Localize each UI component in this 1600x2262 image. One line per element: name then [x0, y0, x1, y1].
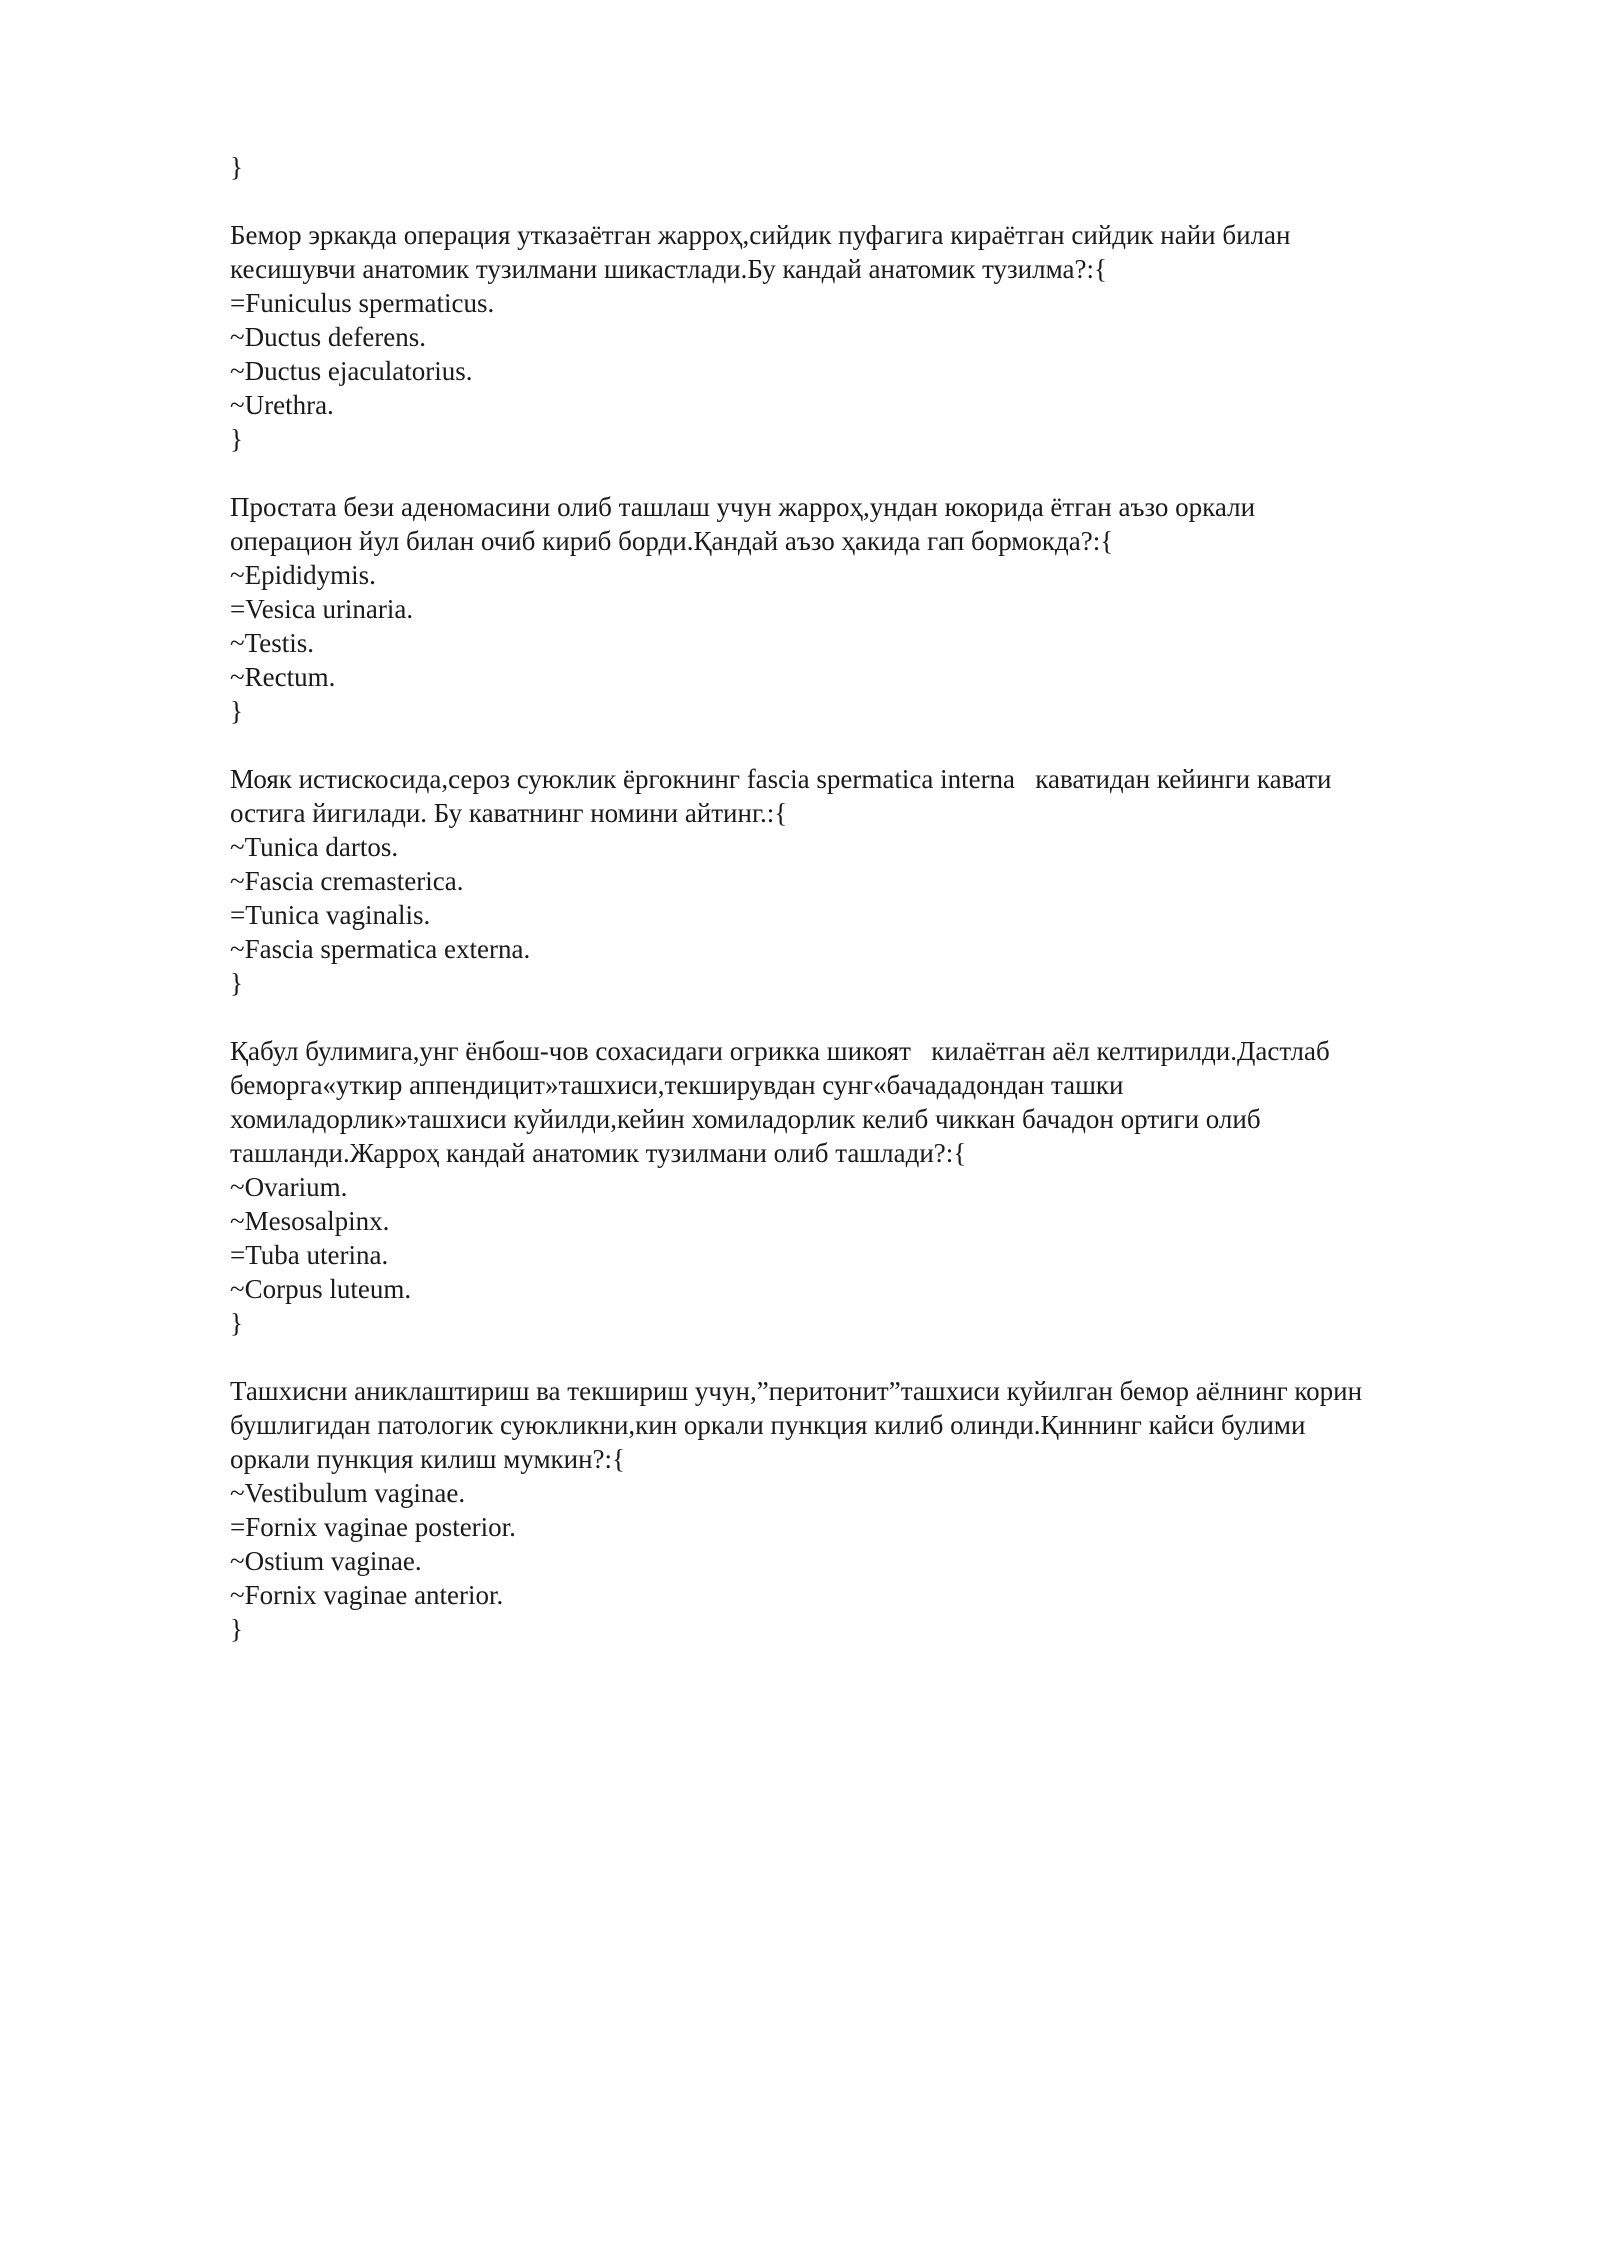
closing-brace: }: [230, 1614, 243, 1644]
answer-option: ~Rectum.: [230, 662, 336, 692]
answer-option: ~Fornix vaginae anterior.: [230, 1580, 504, 1610]
document-content: [230, 150, 1530, 1646]
correct-answer-option: =Tunica vaginalis.: [230, 900, 431, 930]
question-text-line: хомиладорлик»ташхиси куйилди,кейин хомиладорлик келиб чиккан бачадон ортиги олиб: [230, 1104, 1261, 1134]
question-text-line: Простата бези аденомасини олиб ташлаш учун жарроҳ,ундан юкорида ётган аъзо оркали: [230, 492, 1256, 522]
closing-brace: }: [230, 152, 243, 182]
question-text-line: оркали пункция килиш мумкин?:{: [230, 1444, 625, 1474]
closing-brace: }: [230, 424, 243, 454]
answer-option: ~Corpus luteum.: [230, 1274, 412, 1304]
correct-answer-option: =Funiculus spermaticus.: [230, 288, 495, 318]
question-text-line: Мояк истискосида,сероз суюклик ёргокнинг fascia spermatica interna каватидан кейинги кавати: [230, 764, 1332, 794]
answer-option: ~Testis.: [230, 628, 314, 658]
closing-brace: }: [230, 696, 243, 726]
answer-option: ~Tunica dartos.: [230, 832, 399, 862]
closing-brace: }: [230, 1308, 243, 1338]
question-text-line: кесишувчи анатомик тузилмани шикастлади.Бу кандай анатомик тузилма?:{: [230, 254, 1107, 284]
question-text-line: Бемор эркакда операция утказаётган жарроҳ,сийдик пуфагига кираётган сийдик найи билан: [230, 220, 1291, 250]
answer-option: ~Fascia cremasterica.: [230, 866, 464, 896]
question-text-line: Қабул булимига,унг ёнбош-чов сохасидаги огрикка шикоят килаётган аёл келтирилди.Дастлаб: [230, 1036, 1330, 1066]
question-list: [230, 218, 1530, 1646]
correct-answer-option: =Fornix vaginae posterior.: [230, 1512, 516, 1542]
answer-option: ~Ovarium.: [230, 1172, 348, 1202]
correct-answer-option: =Tuba uterina.: [230, 1240, 389, 1270]
question-block: [230, 762, 1530, 1000]
question-text-line: беморга«уткир аппендицит»ташхиси,текширувдан сунг«бачададондан ташки: [230, 1070, 1124, 1100]
question-block: [230, 490, 1530, 728]
question-text-line: Ташхисни аниклаштириш ва текшириш учун,”перитонит”ташхиси куйилган бемор аёлнинг корин: [230, 1376, 1363, 1406]
question-block: [230, 1034, 1530, 1340]
answer-option: ~Urethra.: [230, 390, 334, 420]
correct-answer-option: =Vesica urinaria.: [230, 594, 414, 624]
answer-option: ~Ductus ejaculatorius.: [230, 356, 473, 386]
question-block: [230, 1374, 1530, 1646]
answer-option: ~Ductus deferens.: [230, 322, 427, 352]
answer-option: ~Vestibulum vaginae.: [230, 1478, 466, 1508]
answer-option: ~Fascia spermatica externa.: [230, 934, 531, 964]
answer-option: ~Ostium vaginae.: [230, 1546, 422, 1576]
question-text-line: ташланди.Жарроҳ кандай анатомик тузилмани олиб ташлади?:{: [230, 1138, 967, 1168]
question-text-line: остига йигилади. Бу каватнинг номини айтинг.:{: [230, 798, 788, 828]
question-text-line: операцион йул билан очиб кириб борди.Қандай аъзо ҳакида гап бормокда?:{: [230, 526, 1114, 556]
answer-option: ~Epididymis.: [230, 560, 376, 590]
closing-brace: }: [230, 968, 243, 998]
answer-option: ~Mesosalpinx.: [230, 1206, 390, 1236]
question-text-line: бушлигидан патологик суюкликни,кин оркали пункция килиб олинди.Қиннинг кайси булими: [230, 1410, 1306, 1440]
question-block: [230, 218, 1530, 456]
